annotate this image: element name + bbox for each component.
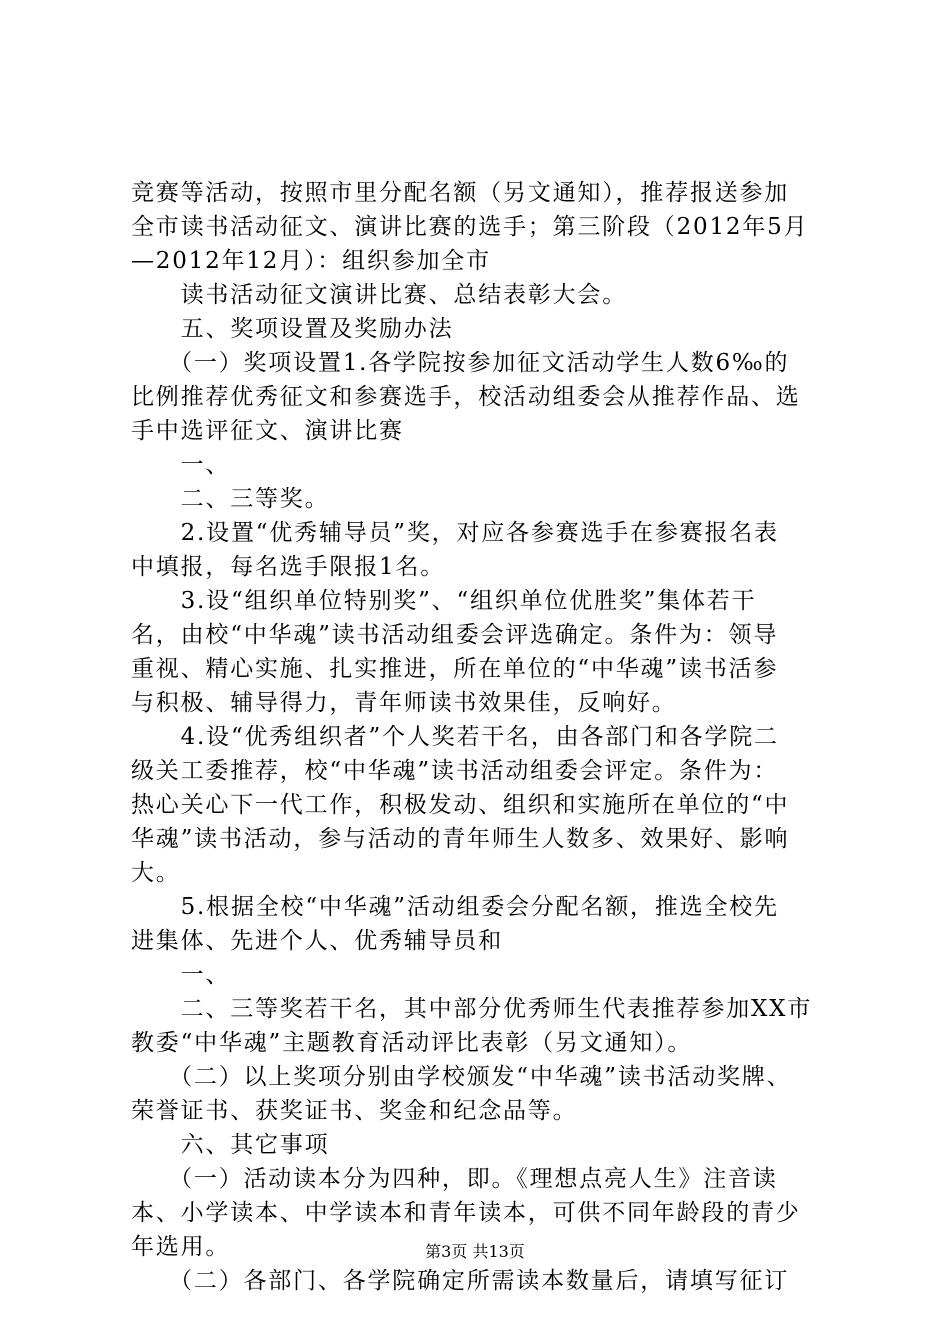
text-line: 全市读书活动征文、演讲比赛的选手；第三阶段（2012年5月 <box>131 214 809 240</box>
text-line: 竞赛等活动，按照市里分配名额（另文通知），推荐报送参加 <box>131 180 790 206</box>
text-line: 热心关心下一代工作，积极发动、组织和实施所在单位的“中 <box>131 792 790 818</box>
text-line: 2.设置“优秀辅导员”奖，对应各参赛选手在参赛报名表 <box>131 520 779 546</box>
text-line: 重视、精心实施、扎实推进，所在单位的“中华魂”读书活参 <box>131 656 779 682</box>
text-line: 华魂”读书活动，参与活动的青年师生人数多、效果好、影响 <box>131 826 790 852</box>
text-line: 年选用。 <box>131 1234 231 1260</box>
text-line: 二、三等奖。 <box>131 486 330 512</box>
text-line: （一）奖项设置1.各学院按参加征文活动学生人数6‰的 <box>131 350 790 376</box>
text-line: 5.根据全校“中华魂”活动组委会分配名额，推选全校先 <box>131 894 779 920</box>
page-footer: 第3页 共13页 <box>425 1242 525 1261</box>
text-line: 荣誉证书、获奖证书、奖金和纪念品等。 <box>131 1098 578 1124</box>
text-line: 大。 <box>131 860 181 886</box>
text-line: 一、 <box>131 962 231 988</box>
text-line: 与积极、辅导得力，青年师读书效果佳，反响好。 <box>131 690 677 716</box>
text-line: 二、三等奖若干名，其中部分优秀师生代表推荐参加XX市 <box>131 996 813 1022</box>
text-line: 4.设“优秀组织者”个人奖若干名，由各部门和各学院二 <box>131 724 779 750</box>
text-line: 教委“中华魂”主题教育活动评比表彰（另文通知）。 <box>131 1030 693 1056</box>
text-line: 五、奖项设置及奖励办法 <box>131 316 454 342</box>
text-line: 进集体、先进个人、优秀辅导员和 <box>131 928 503 954</box>
text-line: 本、小学读本、中学读本和青年读本，可供不同年龄段的青少 <box>131 1200 801 1226</box>
text-line: 比例推荐优秀征文和参赛选手，校活动组委会从推荐作品、选 <box>131 384 801 410</box>
text-line: 中填报，每名选手限报1名。 <box>131 554 446 580</box>
text-line: （一）活动读本分为四种，即。《理想点亮人生》注音读 <box>131 1166 778 1192</box>
text-line: 手中选评征文、演讲比赛 <box>131 418 404 444</box>
text-line: （二）各部门、各学院确定所需读本数量后，请填写征订 <box>131 1268 790 1294</box>
text-line: 级关工委推荐，校“中华魂”读书活动组委会评定。条件为： <box>131 758 779 784</box>
text-line: 名，由校“中华魂”读书活动组委会评选确定。条件为：领导 <box>131 622 779 648</box>
text-line: 3.设“组织单位特别奖”、“组织单位优胜奖”集体若干 <box>131 588 757 614</box>
document-body <box>131 176 831 1298</box>
text-line: 读书活动征文演讲比赛、总结表彰大会。 <box>131 282 627 308</box>
text-line: （二）以上奖项分别由学校颁发“中华魂”读书活动奖牌、 <box>131 1064 792 1090</box>
text-line: —2012年12月）：组织参加全市 <box>131 248 491 274</box>
text-line: 一、 <box>131 452 231 478</box>
text-line: 六、其它事项 <box>131 1132 330 1158</box>
